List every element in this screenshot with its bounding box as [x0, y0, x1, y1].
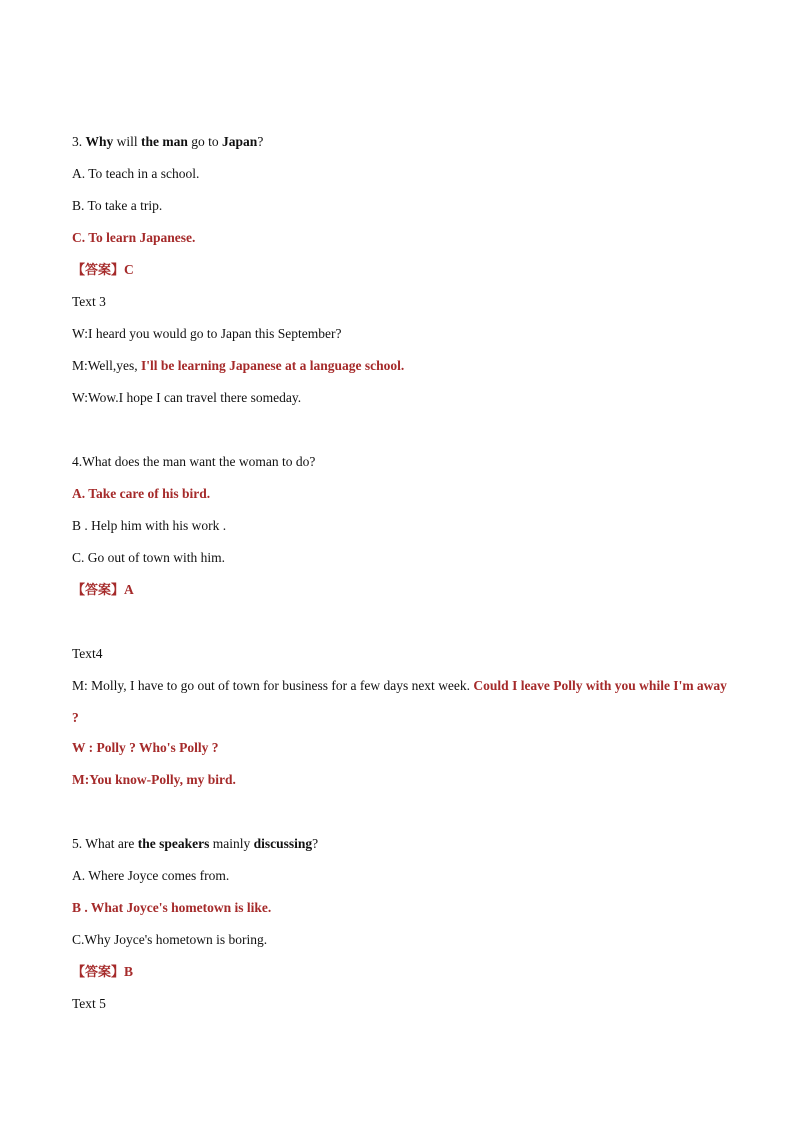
question-3 — [72, 128, 732, 160]
question-5-option-a: A. Where Joyce comes from. — [72, 868, 230, 883]
spacer — [72, 608, 732, 640]
document-page — [72, 128, 732, 1022]
answer-value: B — [124, 964, 134, 979]
question-3-text: will — [113, 134, 142, 149]
question-5-text: 5. What are — [72, 836, 138, 851]
text-3-line-1: W:I heard you would go to Japan this September? — [72, 326, 342, 341]
text-4-line-1 — [72, 670, 732, 734]
text-4-title: Text4 — [72, 646, 103, 661]
question-4-option-c: C. Go out of town with him. — [72, 550, 226, 565]
question-3-keyword-man: the man — [141, 134, 188, 149]
text-3-line-3: W:Wow.I hope I can travel there someday. — [72, 390, 302, 405]
question-4-option-a: A. Take care of his bird. — [72, 486, 211, 501]
answer-label: 【答案】 — [72, 583, 125, 598]
text-3-line-2-prefix: M:Well,yes, — [72, 358, 142, 373]
text-5-title: Text 5 — [72, 996, 106, 1011]
question-3-number: 3. — [72, 134, 86, 149]
question-3-keyword-why: Why — [85, 134, 114, 149]
text-3-line-2 — [72, 352, 732, 384]
text-3-title: Text 3 — [72, 294, 106, 309]
question-3-option-c: C. To learn Japanese. — [72, 230, 196, 245]
text-3-line-2-highlight: I'll be learning Japanese at a language school. — [141, 358, 405, 373]
text-4-line-2: W : Polly ? Who's Polly ? — [72, 740, 219, 755]
question-3-text: ? — [257, 134, 264, 149]
question-3-option-b: B. To take a trip. — [72, 198, 163, 213]
question-5-keyword-speakers: the speakers — [137, 836, 210, 851]
question-5-option-c: C.Why Joyce's hometown is boring. — [72, 932, 268, 947]
question-5-keyword-discussing: discussing — [253, 836, 313, 851]
question-5-text: mainly — [209, 836, 254, 851]
question-4: 4.What does the man want the woman to do? — [72, 454, 316, 469]
answer-label: 【答案】 — [72, 965, 125, 980]
question-3-option-a: A. To teach in a school. — [72, 166, 200, 181]
answer-label: 【答案】 — [72, 263, 125, 278]
question-3-answer — [72, 256, 732, 288]
question-3-text: go to — [187, 134, 223, 149]
text-4-line-1-highlight: Could I leave Polly with you while I'm away ? — [72, 678, 727, 725]
text-4-line-1-prefix: M: Molly, I have to go out of town for business for a few days next week. — [72, 678, 474, 693]
question-5-answer — [72, 958, 732, 990]
answer-value: A — [124, 582, 134, 597]
question-5-option-b: B . What Joyce's hometown is like. — [72, 900, 272, 915]
spacer — [72, 416, 732, 448]
text-4-line-3: M:You know-Polly, my bird. — [72, 772, 236, 787]
question-3-keyword-japan: Japan — [222, 134, 258, 149]
question-4-option-b: B . Help him with his work . — [72, 518, 227, 533]
spacer — [72, 798, 732, 830]
question-4-answer — [72, 576, 732, 608]
answer-value: C — [124, 262, 134, 277]
question-5-text: ? — [312, 836, 319, 851]
question-5 — [72, 830, 732, 862]
